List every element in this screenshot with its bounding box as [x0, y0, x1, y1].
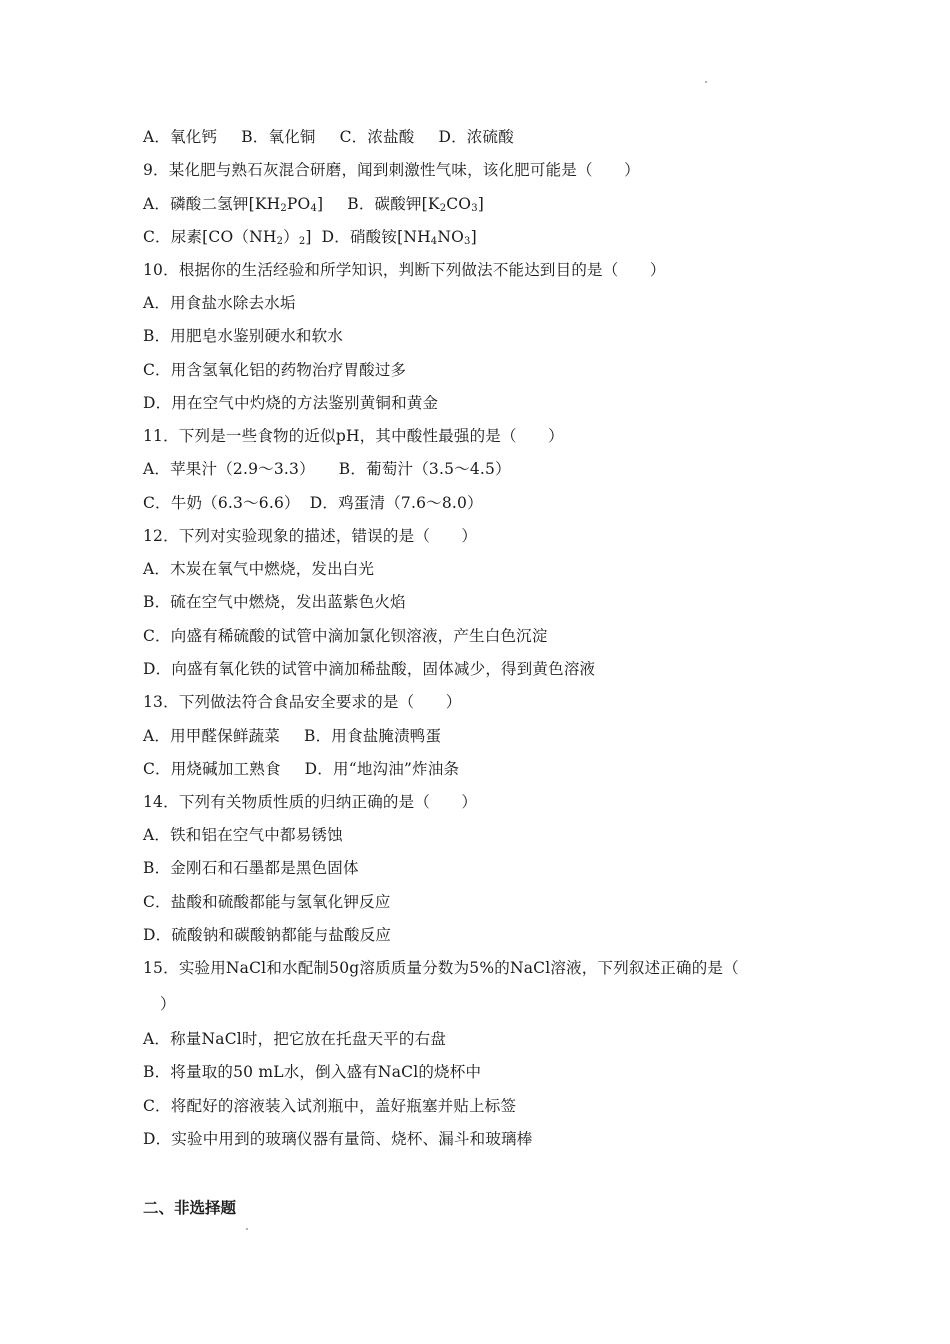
q9-stem: 9．某化肥与熟石灰混合研磨，闻到刺激性气味，该化肥可能是（ ）: [143, 161, 640, 179]
q10-option-d: D．用在空气中灼烧的方法鉴别黄铜和黄金: [143, 394, 439, 412]
q14-option-d: D．硫酸钠和碳酸钠都能与盐酸反应: [143, 926, 392, 944]
q8-option-d: D．浓硫酸: [438, 128, 514, 146]
q10-option-c: C．用含氢氧化铝的药物治疗胃酸过多: [143, 361, 407, 379]
q14-option-c: C．盐酸和硫酸都能与氢氧化钾反应: [143, 893, 391, 911]
q8-option-c: C．浓盐酸: [339, 128, 415, 146]
section-title-non-choice: 二、非选择题: [143, 1199, 237, 1217]
q12-stem: 12．下列对实验现象的描述，错误的是（ ）: [143, 527, 478, 545]
q9-options-row1: [143, 194, 484, 214]
q15-stem-continuation: ）: [160, 995, 176, 1013]
q11-option-d: D．鸡蛋清（7.6～8.0）: [309, 494, 483, 512]
q13-options-row1: [143, 726, 441, 746]
speck-mark: [246, 1228, 248, 1230]
q8-option-b: B．氧化铜: [241, 128, 316, 146]
speck-mark: [705, 81, 707, 83]
q8-options: [143, 127, 514, 147]
q10-option-b: B．用肥皂水鉴别硬水和软水: [143, 327, 343, 345]
q12-option-d: D．向盛有氧化铁的试管中滴加稀盐酸，固体减少，得到黄色溶液: [143, 660, 596, 678]
q9-option-c: C．尿素$[CO(NH_2)_2]$: [143, 228, 312, 247]
q14-option-b: B．金刚石和石墨都是黑色固体: [143, 859, 359, 877]
q9-options-row2: [143, 227, 477, 247]
q9-option-d: D．硝酸铵$[NH_4NO_3]$: [321, 228, 477, 247]
q9-option-a: A．磷酸二氢钾$[KH_2PO_4]$: [143, 195, 324, 214]
q11-options-row2: [143, 493, 483, 513]
q11-stem: 11．下列是一些食物的近似pH，其中酸性最强的是（ ）: [143, 427, 564, 445]
q11-option-b: B．葡萄汁（3.5～4.5）: [338, 460, 511, 478]
q12-option-c: C．向盛有稀硫酸的试管中滴加氯化钡溶液，产生白色沉淀: [143, 627, 548, 645]
q13-option-b: B．用食盐腌渍鸭蛋: [304, 727, 442, 745]
q11-options-row1: [143, 459, 511, 479]
q15-option-d: D．实验中用到的玻璃仪器有量筒、烧杯、漏斗和玻璃棒: [143, 1130, 533, 1148]
q13-option-c: C．用烧碱加工熟食: [143, 760, 281, 778]
q13-option-d: D．用“地沟油”炸油条: [304, 760, 460, 778]
q10-option-a: A．用食盐水除去水垢: [143, 294, 296, 312]
q15-option-c: C．将配好的溶液装入试剂瓶中，盖好瓶塞并贴上标签: [143, 1097, 517, 1115]
q12-option-b: B．硫在空气中燃烧，发出蓝紫色火焰: [143, 593, 406, 611]
q11-option-a: A．苹果汁（2.9～3.3）: [143, 460, 315, 478]
q15-stem: 15．实验用NaCl和水配制50g溶质质量分数为5%的NaCl溶液，下列叙述正确的是（: [143, 959, 739, 977]
q14-stem: 14．下列有关物质性质的归纳正确的是（ ）: [143, 793, 478, 811]
q12-option-a: A．木炭在氧气中燃烧，发出白光: [143, 560, 375, 578]
q14-option-a: A．铁和铝在空气中都易锈蚀: [143, 826, 343, 844]
q13-options-row2: [143, 759, 459, 779]
q15-option-a: A．称量NaCl时，把它放在托盘天平的右盘: [143, 1030, 447, 1048]
q15-option-b: B．将量取的50 mL水，倒入盛有NaCl的烧杯中: [143, 1063, 482, 1081]
q9-option-b: B．碳酸钾$[K_2CO_3]$: [347, 195, 485, 214]
q13-option-a: A．用甲醛保鲜蔬菜: [143, 727, 280, 745]
q10-stem: 10．根据你的生活经验和所学知识，判断下列做法不能达到目的是（ ）: [143, 261, 666, 279]
q8-option-a: A．氧化钙: [143, 128, 218, 146]
q11-option-c: C．牛奶（6.3～6.6）: [143, 494, 300, 512]
q13-stem: 13．下列做法符合食品安全要求的是（ ）: [143, 693, 462, 711]
